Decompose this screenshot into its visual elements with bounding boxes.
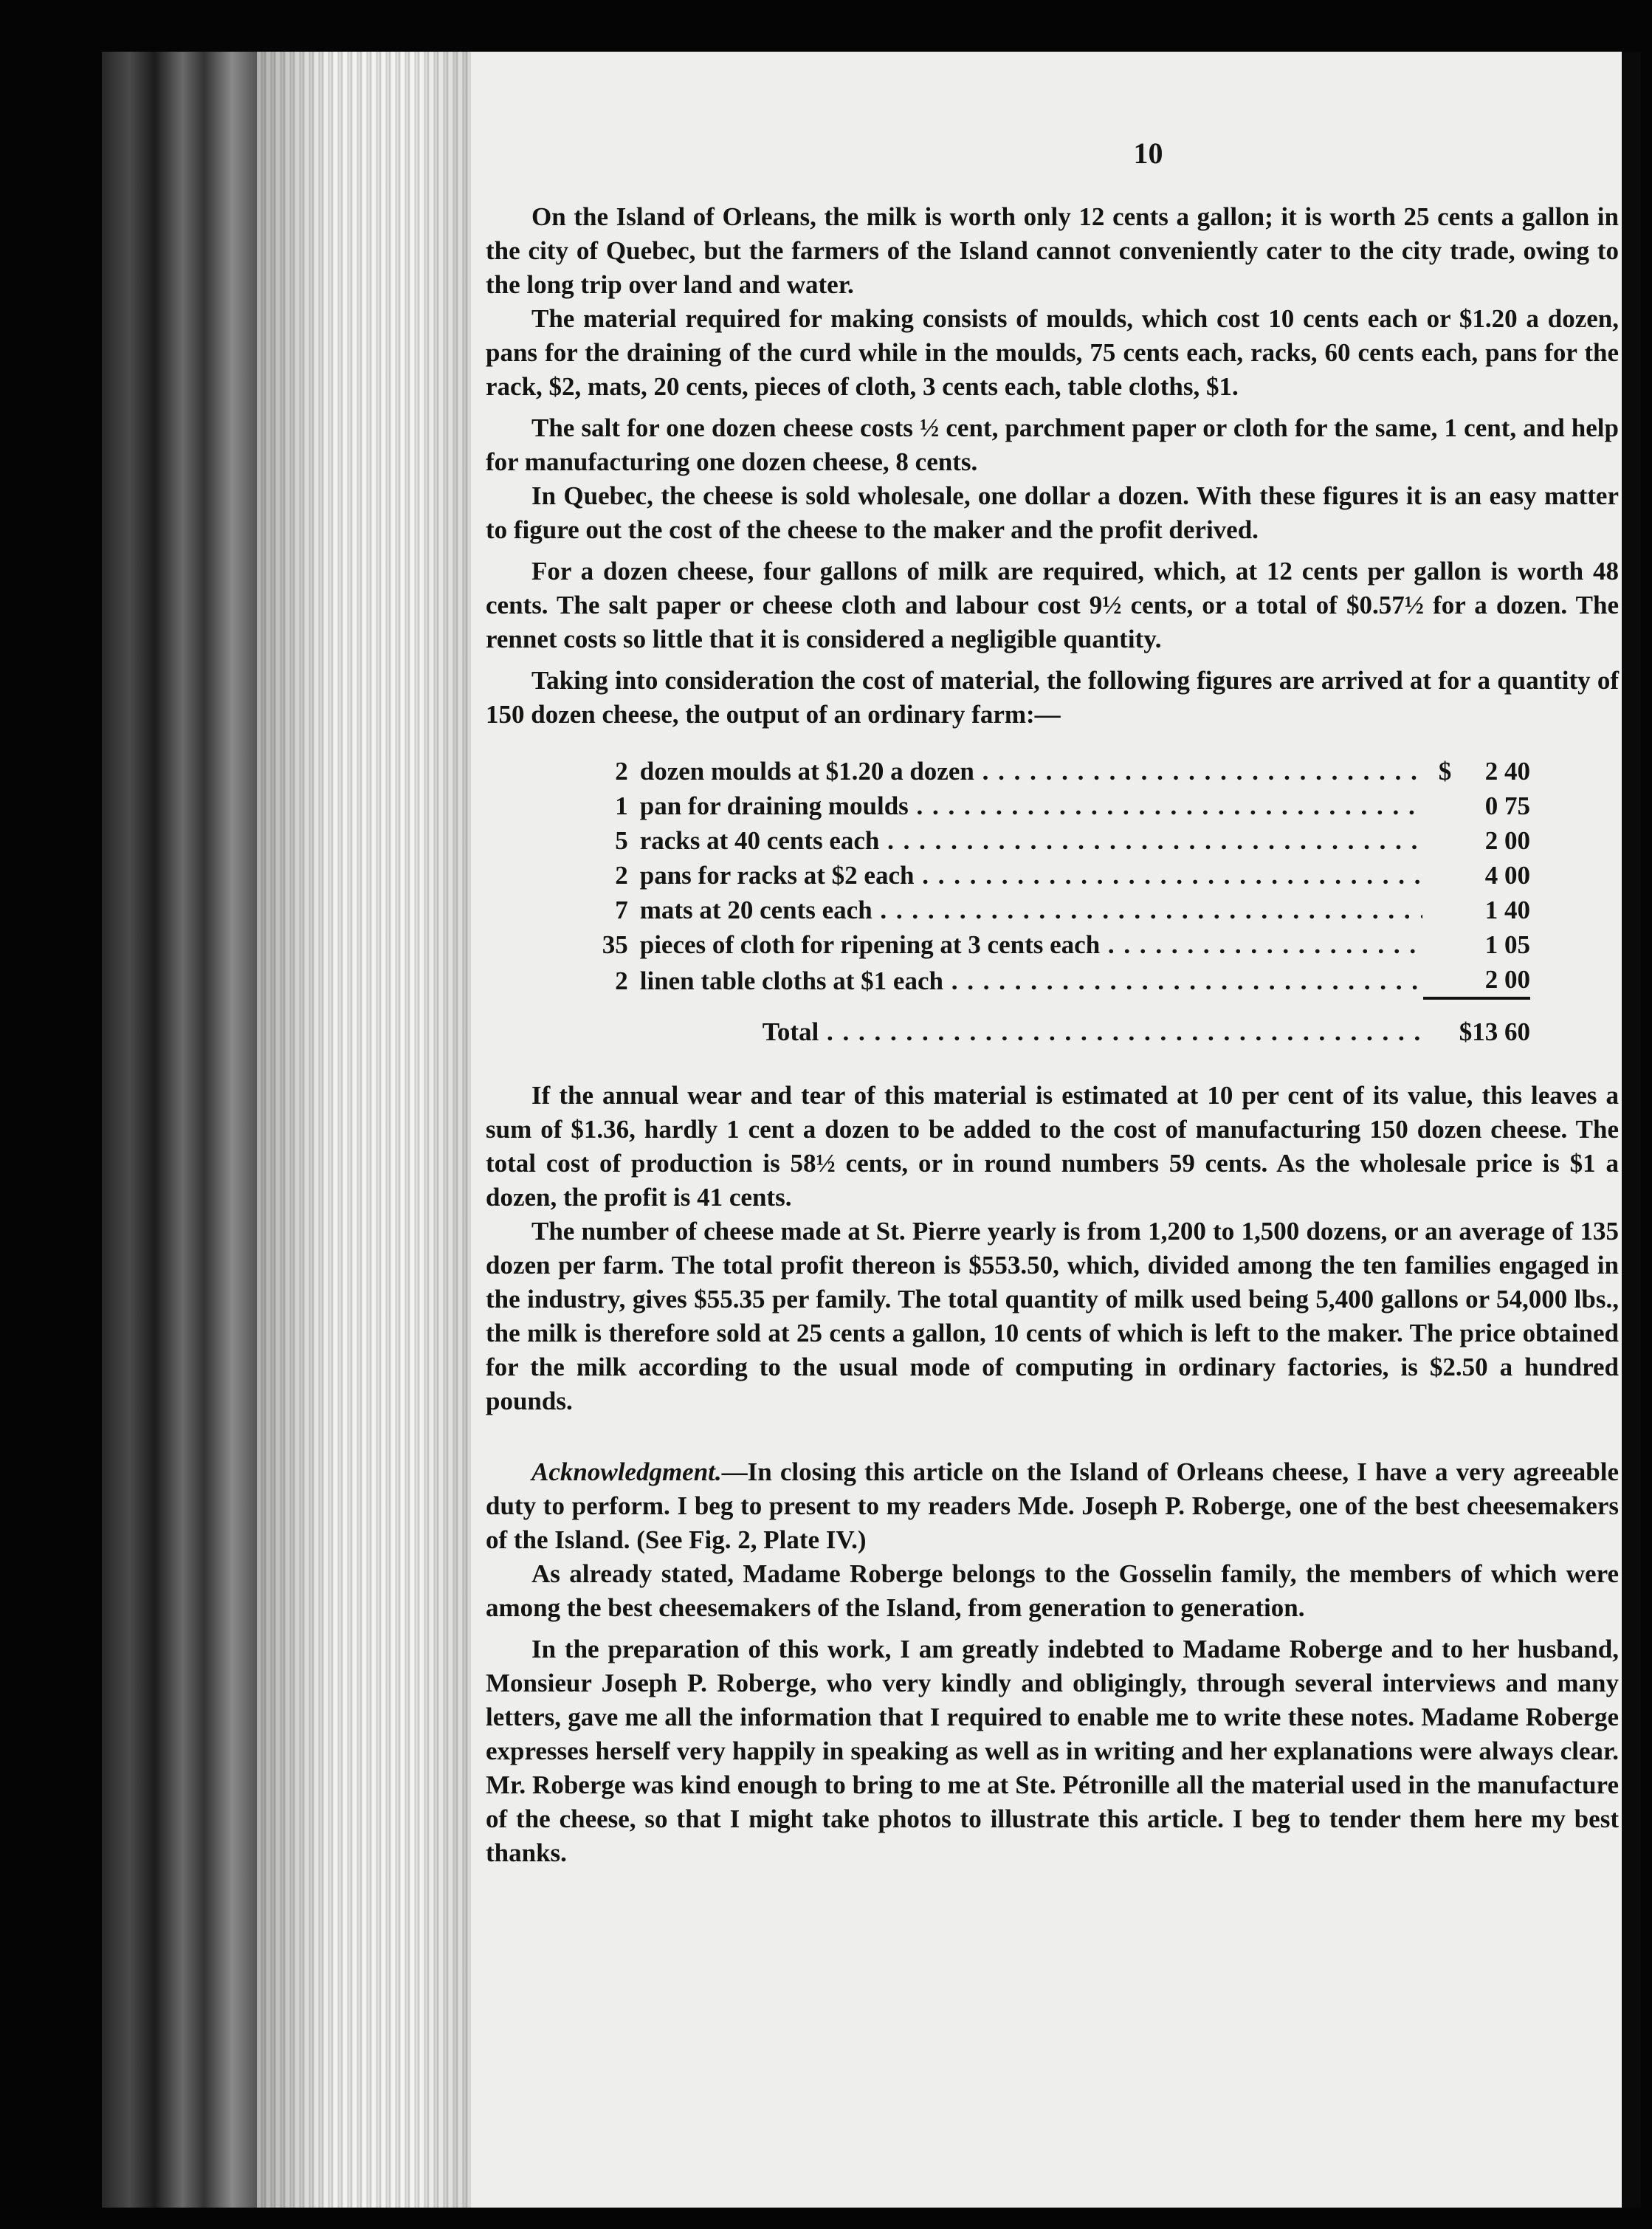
cost-desc: racks at 40 cents each [639, 826, 880, 855]
cost-row [600, 927, 1530, 962]
paragraph: As already stated, Madame Roberge belongs to the Gosselin family, the members of which were among the best cheesemakers of the Island, from generation to generation. [486, 1559, 1619, 1622]
cost-currency [1423, 789, 1452, 823]
paragraph: Taking into consideration the cost of material, the following figures are arrived at for a quantity of 150 dozen cheese, the output of an ordinary farm:— [486, 666, 1619, 729]
cost-amount: 4 00 [1484, 861, 1530, 890]
cost-qty: 5 [615, 826, 628, 855]
cost-row [600, 754, 1530, 789]
cost-qty: 1 [615, 791, 628, 820]
cost-currency [1423, 823, 1452, 858]
cost-qty: 2 [615, 966, 628, 995]
acknowledgment-paragraph [486, 1455, 1619, 1557]
cost-currency [1423, 927, 1452, 962]
cost-currency: $ [1438, 757, 1452, 786]
cost-desc: linen table cloths at $1 each [639, 966, 943, 995]
cost-amount: 0 75 [1484, 791, 1530, 820]
paragraph: If the annual wear and tear of this material is estimated at 10 per cent of its value, this leaves a sum of $1.36, hardly 1 cent a dozen to be added to the cost of manufacturing 150 dozen cheese. The total cost of production is 58½ cents, or in round numbers 59 cents. As the wholesale price is $1 a dozen, the profit is 41 cents. [486, 1081, 1619, 1212]
paragraph: On the Island of Orleans, the milk is worth only 12 cents a gallon; it is worth 25 cents a gallon in the city of Quebec, but the farmers of the Island cannot conveniently cater to the city trade, owing to the long trip over land and water. [486, 202, 1619, 299]
cost-row [600, 789, 1530, 823]
paragraph: For a dozen cheese, four gallons of milk are required, which, at 12 cents per gallon is worth 48 cents. The salt paper or cheese cloth and labour cost 9½ cents, or a total of $0.57½ for a dozen. The rennet costs so little that it is considered a negligible quantity. [486, 557, 1619, 653]
total-amount: $13 60 [1423, 998, 1530, 1049]
total-row [600, 998, 1530, 1049]
cost-desc: mats at 20 cents each [639, 896, 873, 924]
acknowledgment-text: —In closing this article on the Island of Orleans cheese, I have a very agreeable duty to perform. I beg to present to my readers Mde. Joseph P. Roberge, one of the best cheesemakers of the Island. (See Fig. 2, Plate IV.) [486, 1457, 1619, 1554]
cost-amount: 2 00 [1484, 965, 1530, 994]
cost-currency [1423, 893, 1452, 927]
total-label: Total [762, 1017, 819, 1046]
book-binding [102, 52, 257, 2208]
right-page-edge [1622, 52, 1641, 2208]
page-number: 10 [1133, 137, 1163, 170]
paragraph: In Quebec, the cheese is sold wholesale, one dollar a dozen. With these figures it is an easy matter to figure out the cost of the cheese to the maker and the profit derived. [486, 481, 1619, 544]
cost-desc: dozen moulds at $1.20 a dozen [639, 757, 974, 786]
cost-currency [1423, 962, 1452, 998]
paragraph: The number of cheese made at St. Pierre yearly is from 1,200 to 1,500 dozens, or an average of 135 dozen per farm. The total profit thereon is $553.50, which, divided among the ten families engaged in the industry, gives $55.35 per family. The total quantity of milk used being 5,400 gallons or 54,000 lbs., the milk is therefore sold at 25 cents a gallon, 10 cents of which is left to the maker. The price obtained for the milk according to the usual mode of computing in ordinary factories, is $2.50 a hundred pounds. [486, 1217, 1619, 1415]
acknowledgment-title: Acknowledgment. [531, 1457, 722, 1486]
page-text [486, 137, 1619, 1870]
paragraph: The salt for one dozen cheese costs ½ cent, parchment paper or cloth for the same, 1 cent, and help for manufacturing one dozen cheese, 8 cents. [486, 413, 1619, 476]
cost-table [600, 754, 1530, 1049]
scanned-page [102, 52, 1641, 2208]
cost-currency [1423, 858, 1452, 893]
cost-amount: 2 40 [1484, 757, 1530, 786]
cost-row [600, 893, 1530, 927]
paragraph: In the preparation of this work, I am greatly indebted to Madame Roberge and to her husband, Monsieur Joseph P. Roberge, who very kindly and obligingly, through several interviews and many letters, gave me all the information that I required to enable me to write these notes. Madame Roberge expresses herself very happily in speaking as well as in writing and her explanations were always clear. Mr. Roberge was kind enough to bring to me at Ste. Pétronille all the material used in the manufacture of the cheese, so that I might take photos to illustrate this article. I beg to tender them here my best thanks. [486, 1635, 1619, 1867]
cost-row [600, 823, 1530, 858]
cost-qty: 7 [615, 896, 628, 924]
cost-qty: 35 [602, 930, 628, 959]
cost-desc: pieces of cloth for ripening at 3 cents each [639, 930, 1101, 959]
cost-qty: 2 [615, 757, 628, 786]
cost-desc: pans for racks at $2 each [639, 861, 915, 890]
cost-amount: 2 00 [1484, 826, 1530, 855]
cost-row [600, 962, 1530, 998]
paragraph: The material required for making consists of moulds, which cost 10 cents each or $1.20 a dozen, pans for the draining of the curd while in the moulds, 75 cents each, racks, 60 cents each, pans for the rack, $2, mats, 20 cents, pieces of cloth, 3 cents each, table cloths, $1. [486, 304, 1619, 401]
cost-desc: pan for draining moulds [639, 791, 909, 820]
cost-amount: 1 05 [1484, 930, 1530, 959]
cost-qty: 2 [615, 861, 628, 890]
cost-row [600, 858, 1530, 893]
cost-amount: 1 40 [1484, 896, 1530, 924]
